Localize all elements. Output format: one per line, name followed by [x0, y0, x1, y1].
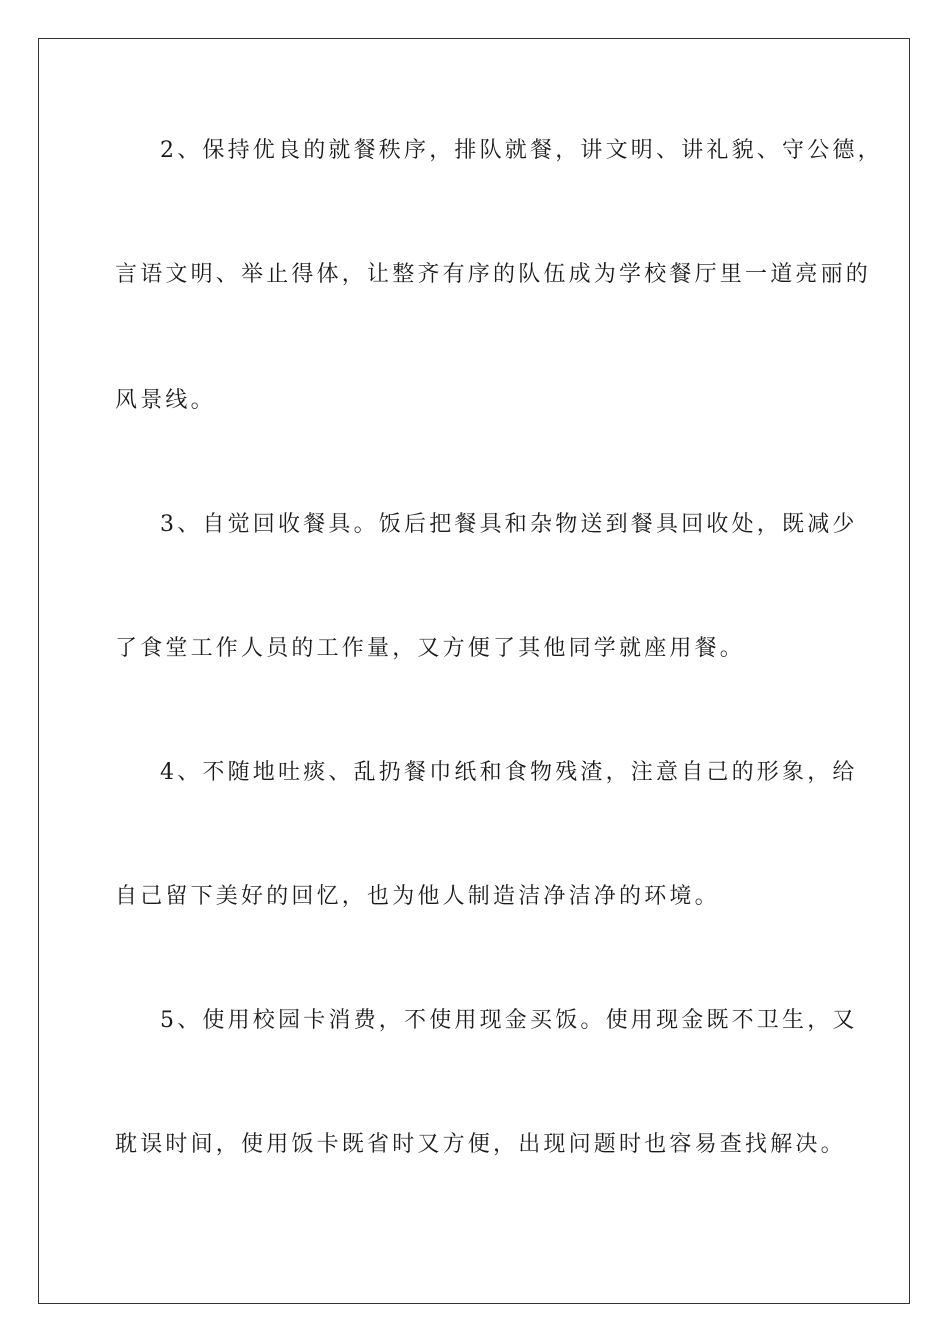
paragraph-4-line-2: 自己留下美好的回忆，也为他人制造洁净洁净的环境。 — [115, 884, 720, 909]
paragraph-5-line-1: 5、使用校园卡消费，不使用现金买饭。使用现金既不卫生，又 — [160, 1008, 858, 1033]
paragraph-3-line-1: 3、自觉回收餐具。饭后把餐具和杂物送到餐具回收处，既减少 — [160, 512, 858, 537]
paragraph-2-line-2: 言语文明、举止得体，让整齐有序的队伍成为学校餐厅里一道亮丽的 — [115, 262, 872, 287]
paragraph-3-line-2: 了食堂工作人员的工作量，又方便了其他同学就座用餐。 — [115, 636, 746, 661]
page-border — [38, 38, 910, 1304]
paragraph-4-line-1: 4、不随地吐痰、乱扔餐巾纸和食物残渣，注意自己的形象，给 — [160, 760, 858, 785]
paragraph-2-line-3: 风景线。 — [115, 388, 216, 413]
paragraph-2-line-1: 2、保持优良的就餐秩序，排队就餐，讲文明、讲礼貌、守公德， — [160, 138, 883, 163]
paragraph-5-line-2: 耽误时间，使用饭卡既省时又方便，出现问题时也容易查找解决。 — [115, 1132, 846, 1157]
